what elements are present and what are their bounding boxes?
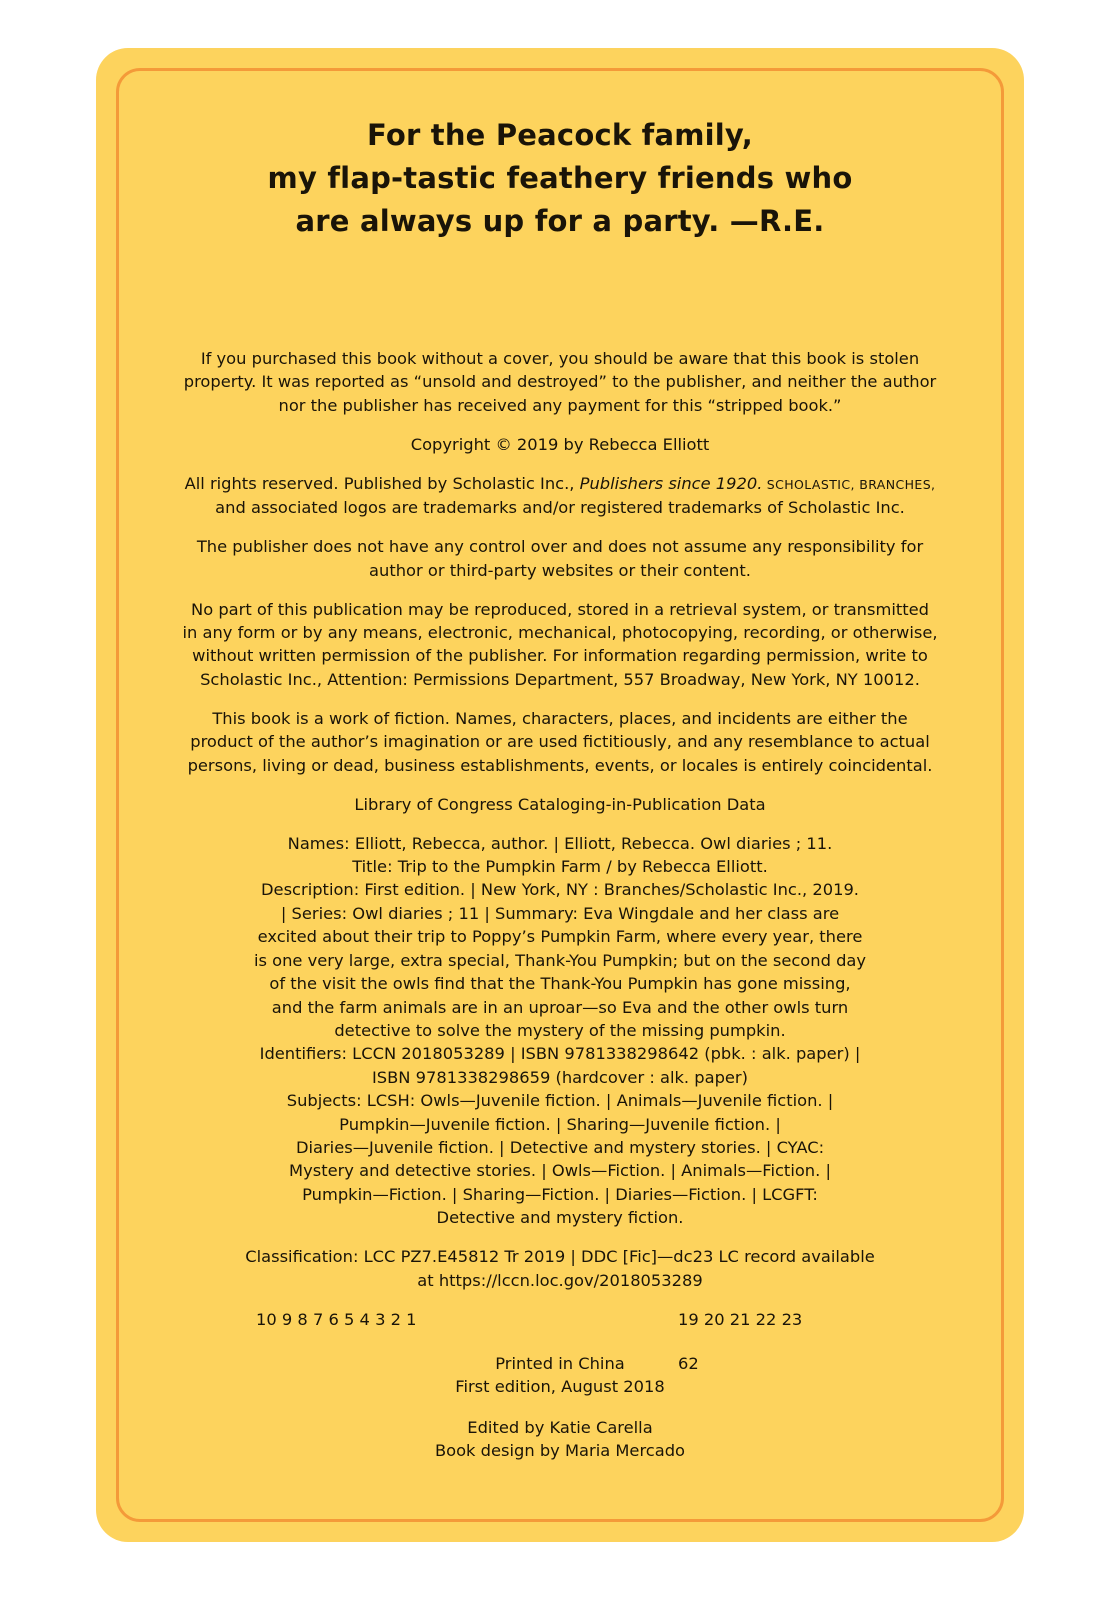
copyright-line: Copyright © 2019 by Rebecca Elliott	[410, 434, 710, 454]
page-content	[136, 114, 984, 1462]
classification: Classification: LCC PZ7.E45812 Tr 2019 | DDC [Fic]—dc23 LC record available at https://lccn.loc.gov/2018053289	[245, 1247, 875, 1290]
printing-numbers: 10 9 8 7 6 5 4 3 2 1	[256, 1309, 417, 1329]
cip-heading: Library of Congress Cataloging-in-Publication Data	[354, 794, 766, 814]
rights-italic: Publishers since 1920.	[579, 473, 763, 493]
first-edition: First edition, August 2018	[455, 1376, 665, 1396]
rights-smallcaps: SCHOLASTIC, BRANCHES,	[762, 476, 936, 492]
rights-text: All rights reserved. Published by Scholastic Inc.,	[184, 473, 580, 493]
rights-line: and associated logos are trademarks and/or registered trademarks of Scholastic Inc.	[215, 498, 905, 518]
edited-by: Edited by Katie Carella	[467, 1417, 653, 1437]
legal-text	[136, 347, 984, 1462]
rights-notice	[136, 472, 984, 520]
notice-line: property. It was reported as “unsold and destroyed” to the publisher, and neither the author	[183, 372, 937, 392]
printing-line	[136, 1308, 984, 1332]
stripped-book-notice	[136, 347, 984, 417]
dedication-line: are always up for a party. —R.E.	[295, 204, 825, 238]
printed-info	[136, 1352, 984, 1400]
credits	[136, 1416, 984, 1463]
dedication-line: my flap-tastic feathery friends who	[267, 161, 853, 195]
copyright-page-card	[96, 48, 1024, 1542]
book-design-by: Book design by Maria Mercado	[434, 1440, 686, 1460]
dedication	[136, 114, 984, 243]
cip-data: Names: Elliott, Rebecca, author. | Elliott, Rebecca. Owl diaries ; 11. Title: Trip to the Pumpkin Farm / by Rebecca Elliott. Description: First edition. | New York, NY : Branches/Scholastic Inc., 2019. | Series: Owl diaries ; 11 | Summary: Eva Wingdale and her class are excited about their trip to Poppy’s Pumpkin Farm, where every year, there is one very large, extra special, Thank-You Pumpkin; but on the second day of the visit the owls find that the Thank-You Pumpkin has gone missing, and the farm animals are in an uproar—so Eva and the other owls turn detective to solve the mystery of the missing pumpkin. Identifiers: LCCN 2018053289 | ISBN 9781338298642 (pbk. : alk. paper) | ISBN 9781338298659 (hardcover : alk. paper) Subjects: LCSH: Owls—Juvenile fiction. | Animals—Juvenile fiction. | Pumpkin—Juvenile fiction. | Sharing—Juvenile fiction. | Diaries—Juvenile fiction. | Detective and mystery stories. | CYAC: Mystery and detective stories. | Owls—Fiction. | Animals—Fiction. | Pumpkin—Fiction. | Sharing—Fiction. | Diaries—Fiction. | LCGFT: Detective and mystery fiction.	[253, 833, 867, 1228]
reproduction-notice: No part of this publication may be reproduced, stored in a retrieval system, or transmitted in any form or by any means, electronic, mechanical, photocopying, recording, or otherwise, without written permission of the publisher. For information regarding permission, write to Scholastic Inc., Attention: Permissions Department, 557 Broadway, New York, NY 10012.	[182, 599, 938, 689]
printed-in: Printed in China	[495, 1353, 625, 1373]
responsibility-notice: The publisher does not have any control over and does not assume any responsibility for author or third-party websites or their content.	[196, 537, 924, 580]
dedication-line: For the Peacock family,	[367, 118, 753, 152]
printing-code: 62	[678, 1353, 699, 1373]
fiction-disclaimer: This book is a work of fiction. Names, characters, places, and incidents are either the product of the author’s imagination or are used fictitiously, and any resemblance to actual persons, living or dead, business establishments, events, or locales is entirely coincidental.	[187, 708, 933, 775]
year-numbers: 19 20 21 22 23	[678, 1309, 803, 1329]
notice-line: If you purchased this book without a cover, you should be aware that this book is stolen	[200, 349, 920, 368]
notice-line: nor the publisher has received any payment for this “stripped book.”	[278, 395, 842, 415]
